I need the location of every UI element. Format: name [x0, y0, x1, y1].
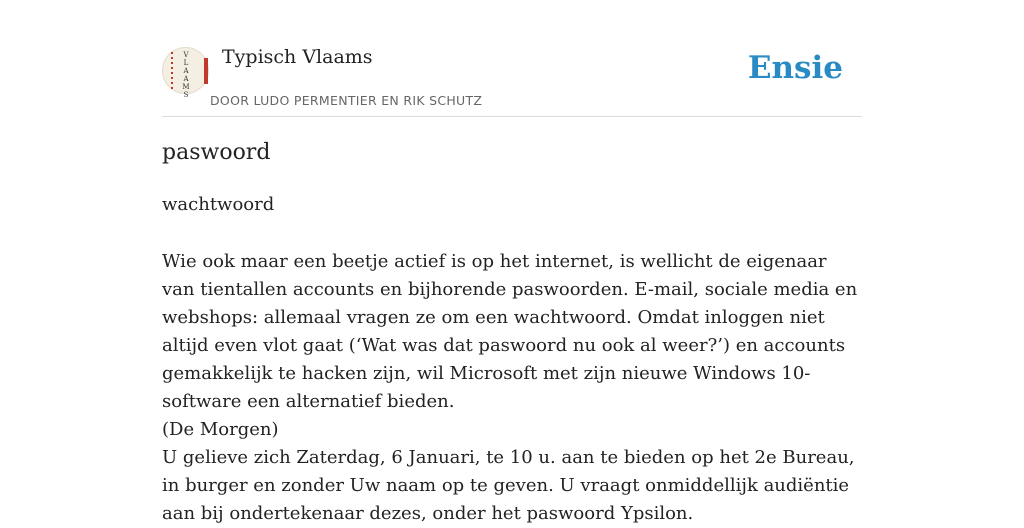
logo-letter: L	[183, 59, 189, 67]
example-source: (De Morgen)	[162, 419, 279, 440]
logo-letter: A	[183, 75, 189, 83]
brand-link[interactable]: Ensie	[747, 50, 843, 86]
logo-letter: V	[183, 51, 189, 59]
site-logo[interactable]	[162, 47, 209, 99]
logo-letters	[176, 51, 196, 99]
logo-letter: A	[183, 67, 189, 75]
entry-definition: wachtwoord	[162, 194, 275, 215]
site-header	[162, 0, 862, 117]
logo-letter: M	[182, 83, 190, 91]
site-title[interactable]: Typisch Vlaams	[222, 46, 373, 68]
entry-examples	[162, 248, 862, 528]
example-paragraph: U gelieve zich Zaterdag, 6 Januari, te 10 u. aan te bieden op het 2e Bureau, in burger en zonder Uw naam op te geven. U vraagt onmiddellijk audiëntie aan bij ondertekenaar dezes, onder het paswoord Ypsilon.	[162, 447, 855, 524]
page-container	[162, 0, 862, 524]
logo-stripe	[171, 52, 173, 90]
entry-title: paswoord	[162, 140, 271, 165]
logo-letter: S	[183, 91, 189, 99]
logo-edge	[204, 58, 208, 84]
example-paragraph: Wie ook maar een beetje actief is op het internet, is wellicht de eigenaar van tientallen accounts en bijhorende paswoorden. E-mail, sociale media en webshops: allemaal vragen ze om een wachtwoord. Omdat inloggen niet altijd even vlot gaat (‘Wat was dat paswoord nu ook al weer?’) en accounts gemakkelijk te hacken zijn, wil Microsoft met zijn nieuwe Windows 10- software een alternatief bieden.	[162, 251, 858, 412]
byline: DOOR LUDO PERMENTIER EN RIK SCHUTZ	[210, 93, 483, 108]
